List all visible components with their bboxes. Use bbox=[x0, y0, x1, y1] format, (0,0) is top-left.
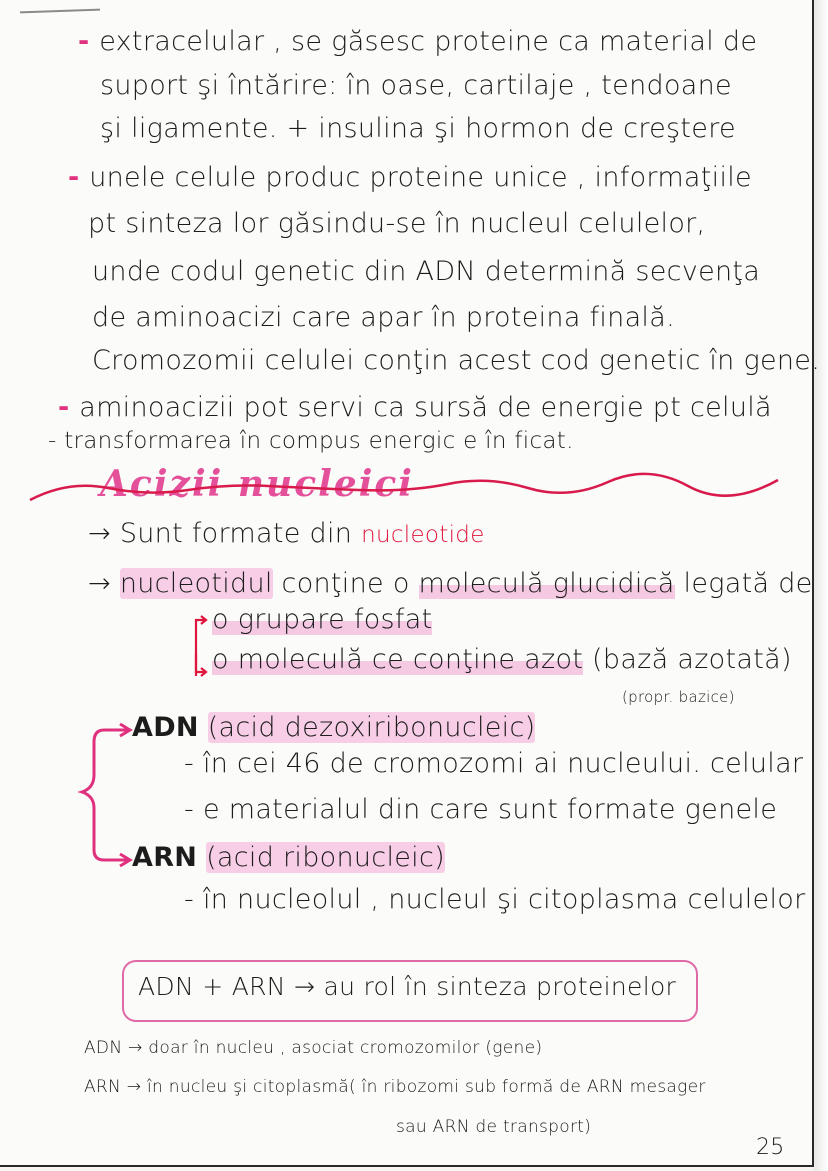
bullet-dash-icon: - bbox=[68, 162, 90, 193]
text-line: pt sinteza lor găsindu-se în nucleul celulelor, bbox=[88, 208, 706, 239]
footnote: sau ARN de transport) bbox=[396, 1117, 592, 1137]
curly-brace-icon bbox=[64, 720, 136, 870]
line-text: conţine o bbox=[281, 568, 410, 599]
text-line: - în cei 46 de cromozomi ai nucleului. celular bbox=[184, 748, 804, 779]
text-line: unde codul genetic din ADN determină secvenţa bbox=[92, 256, 761, 287]
text-line bbox=[132, 842, 445, 873]
line-text: o moleculă ce conţine azot bbox=[212, 644, 584, 675]
line-text: o grupare fosfat bbox=[212, 604, 433, 635]
page-number: 25 bbox=[756, 1135, 785, 1160]
page-edge bbox=[814, 0, 828, 1171]
bullet-dash-icon: - bbox=[48, 428, 65, 454]
text-line bbox=[212, 604, 432, 635]
line-text: (acid ribonucleic) bbox=[206, 842, 445, 873]
line-text: legată de bbox=[683, 568, 813, 599]
text-line bbox=[58, 392, 772, 423]
bullet-dash-icon: - bbox=[58, 392, 80, 423]
text-line: şi ligamente. + insulina şi hormon de creştere bbox=[100, 113, 736, 144]
bullet-dash-icon: - bbox=[78, 26, 100, 57]
text-line: - e materialul din care sunt formate genele bbox=[184, 794, 778, 825]
text-line: ADN + ARN → au rol în sinteza proteinelor bbox=[138, 972, 677, 1001]
line-text: (acid dezoxiribonucleic) bbox=[207, 712, 536, 743]
text-line bbox=[48, 428, 574, 454]
line-text: e materialul din care sunt formate genele bbox=[202, 794, 778, 825]
footnote: ARN → în nucleu şi citoplasmă( în ribozomi sub formă de ARN mesager bbox=[84, 1077, 706, 1097]
highlight-term: nucleotide bbox=[361, 522, 485, 548]
text-line: - în nucleolul , nucleul şi citoplasma celulelor bbox=[184, 884, 806, 915]
text-line bbox=[132, 712, 535, 743]
arrow-right-icon: → bbox=[88, 568, 120, 599]
line-text: transformarea în compus energic e în ficat. bbox=[64, 428, 574, 454]
text-line: Cromozomii celulei conţin acest cod genetic în gene. bbox=[92, 345, 821, 376]
wavy-underline bbox=[28, 470, 788, 510]
line-text: în cei 46 de cromozomi ai nucleului. celular bbox=[202, 748, 804, 779]
section-heading: Acizii nucleici bbox=[100, 463, 414, 505]
highlight-term: nucleotidul bbox=[119, 568, 273, 599]
line-text: extracelular , se găsesc proteine ca material de bbox=[99, 26, 758, 57]
text-line bbox=[68, 162, 752, 193]
footnote: ADN → doar în nucleu , asociat cromozomilor (gene) bbox=[84, 1038, 543, 1058]
text-line bbox=[88, 518, 485, 549]
text-line bbox=[78, 26, 757, 57]
adn-label: ADN bbox=[132, 712, 199, 743]
arrow-right-icon: → bbox=[88, 518, 120, 549]
arn-label: ARN bbox=[132, 842, 198, 873]
line-text: unele celule produc proteine unice , informaţiile bbox=[89, 162, 752, 193]
text-line: de aminoacizi care apar în proteina finală. bbox=[92, 302, 675, 333]
text-line bbox=[212, 644, 792, 675]
line-text: în nucleolul , nucleul şi citoplasma celulelor bbox=[202, 884, 806, 915]
line-text: moleculă glucidică bbox=[418, 568, 675, 599]
line-text: aminoacizii pot servi ca sursă de energie pt celulă bbox=[79, 392, 772, 423]
text-line: suport şi întărire: în oase, cartilaje , tendoane bbox=[100, 70, 732, 101]
annotation: (propr. bazice) bbox=[622, 688, 735, 706]
text-line bbox=[88, 568, 813, 599]
line-text: Sunt formate din bbox=[119, 518, 353, 549]
branch-arrow-icon bbox=[186, 614, 208, 678]
line-text: (bază azotată) bbox=[592, 644, 792, 675]
